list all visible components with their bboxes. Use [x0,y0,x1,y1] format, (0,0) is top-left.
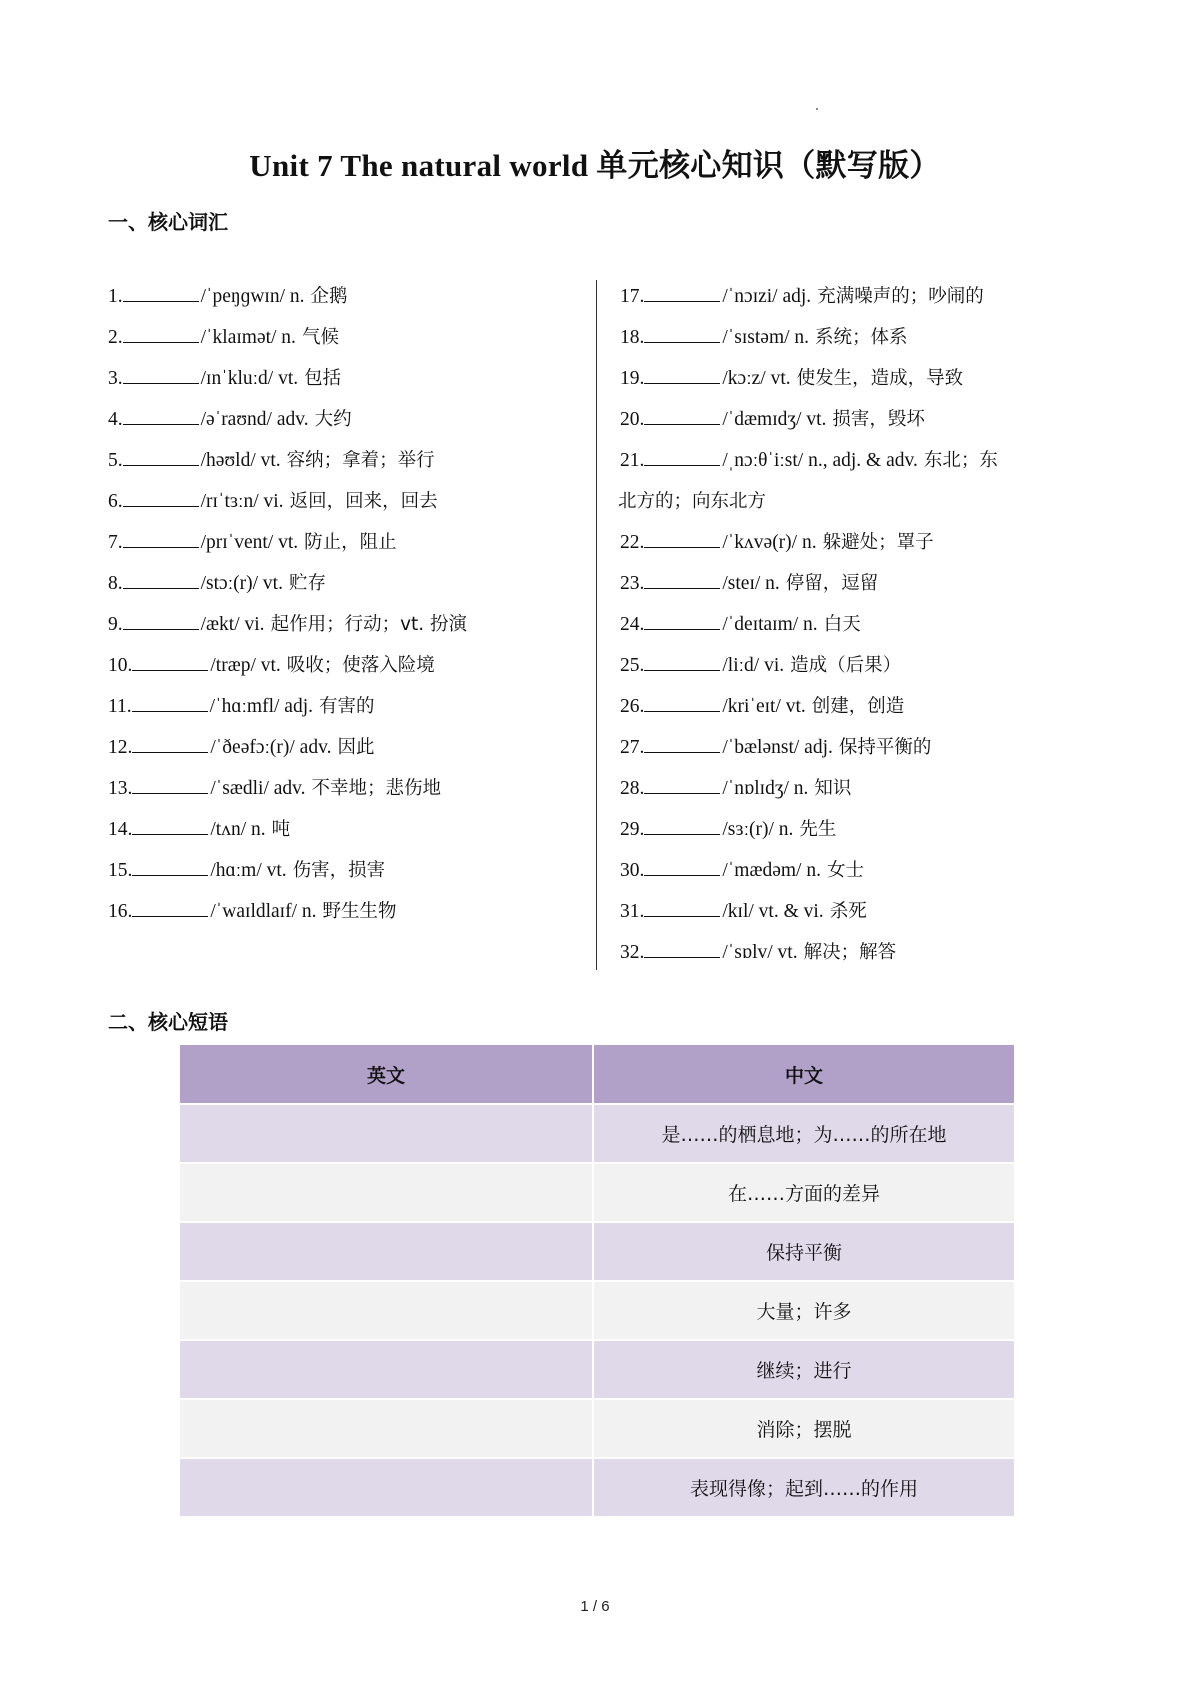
vocab-item [620,358,1090,399]
vocab-meaning: 有害的 [319,696,375,717]
vocab-item [620,768,1090,809]
vocab-meaning: 停留，逗留 [785,573,879,594]
vocab-number: 32. [620,942,645,963]
vocab-item [108,809,588,850]
vocab-phonetic: /ˈsɪstəm/ n. [722,327,810,348]
answer-blank [644,406,720,425]
vocab-item [620,809,1090,850]
table-row [180,1340,1015,1399]
vocab-item [108,850,588,891]
answer-blank [132,693,208,712]
vocab-meaning: 创建，创造 [811,696,905,717]
table-row [180,1458,1015,1517]
vocab-meaning: 气候 [301,327,339,348]
vocab-meaning: 保持平衡的 [838,737,932,758]
vocab-item [108,481,588,522]
header-english: 英文 [180,1045,593,1104]
answer-blank [644,693,720,712]
vocab-meaning: 包括 [304,368,342,389]
answer-blank [644,857,720,876]
phrases-header-row [180,1045,1015,1104]
vocab-item [620,522,1090,563]
vocab-phonetic: /ˈdæmɪdʒ/ vt. [722,409,827,430]
vocab-phonetic: /ˈbælənst/ adj. [722,737,833,758]
page-number: 1 / 6 [580,1598,610,1615]
vocab-column-left [108,276,588,932]
answer-blank [132,734,208,753]
phrase-chinese-cell: 表现得像；起到……的作用 [593,1458,1015,1517]
vocab-item [108,522,588,563]
vocab-item [620,563,1090,604]
answer-blank [123,447,199,466]
vocab-meaning: 不幸地；悲伤地 [311,778,442,799]
answer-blank [132,775,208,794]
vocab-meaning: 大约 [314,409,352,430]
vocab-number: 22. [620,532,645,553]
vocab-meaning: 使发生，造成，导致 [796,368,964,389]
answer-blank [132,857,208,876]
vocab-phonetic: /ˈdeɪtaɪm/ n. [722,614,818,635]
vocab-phonetic: /ɪnˈkluːd/ vt. [200,368,299,389]
vocab-number: 16. [108,901,133,922]
vocab-phonetic: /ˈklaɪmət/ n. [200,327,296,348]
table-row [180,1222,1015,1281]
vocab-item [108,440,588,481]
vocab-item [108,276,588,317]
table-row [180,1163,1015,1222]
phrase-english-cell [180,1104,593,1163]
vocab-meaning: 充满噪声的；吵闹的 [817,286,984,307]
vocab-phonetic: /steɪ/ n. [722,573,780,594]
vocab-number: 19. [620,368,645,389]
vocab-number: 4. [108,409,123,430]
vocab-number: 13. [108,778,133,799]
vocab-phonetic: /ˈpeŋɡwɪn/ n. [200,286,305,307]
vocab-item [620,440,1090,481]
vocab-number: 31. [620,901,645,922]
table-row [180,1399,1015,1458]
vocab-phonetic: /kriˈeɪt/ vt. [722,696,806,717]
phrase-chinese-cell: 保持平衡 [593,1222,1015,1281]
vocab-meaning: 返回，回来，回去 [289,491,438,512]
answer-blank [132,652,208,671]
table-row [180,1104,1015,1163]
answer-blank [644,898,720,917]
vocab-meaning: 女士 [826,860,864,881]
vocab-item [108,399,588,440]
vocab-number: 30. [620,860,645,881]
vocab-column-right [620,276,1090,973]
vocab-number: 21. [620,450,645,471]
vocab-phonetic: /ˈwaɪldlaɪf/ n. [210,901,317,922]
vocab-number: 3. [108,368,123,389]
phrase-chinese-cell: 大量；许多 [593,1281,1015,1340]
vocab-meaning: 容纳；拿着；举行 [286,450,435,471]
answer-blank [132,898,208,917]
vocab-item [108,358,588,399]
answer-blank [644,611,720,630]
phrase-english-cell [180,1163,593,1222]
vocab-phonetic: /tʌn/ n. [210,819,266,840]
vocab-item [108,768,588,809]
vocab-number: 5. [108,450,123,471]
section-vocab-heading: 一、核心词汇 [108,210,228,234]
phrase-english-cell [180,1340,593,1399]
vocab-phonetic: /ækt/ vi. [200,614,265,635]
vocab-number: 8. [108,573,123,594]
vocab-item [108,645,588,686]
vocab-item [620,686,1090,727]
vocab-meaning: 吸收；使落入险境 [286,655,435,676]
answer-blank [123,570,199,589]
vocab-meaning: 躲避处；罩子 [822,532,934,553]
vocab-item [620,645,1090,686]
vocab-number: 15. [108,860,133,881]
answer-blank [644,816,720,835]
vocab-item [620,399,1090,440]
phrase-english-cell [180,1281,593,1340]
vocab-phonetic: /ˈðeəfɔː(r)/ adv. [210,737,332,758]
vocab-meaning: 知识 [814,778,852,799]
phrase-chinese-cell: 在……方面的差异 [593,1163,1015,1222]
vocab-number: 24. [620,614,645,635]
vocab-phonetic: /kɪl/ vt. & vi. [722,901,824,922]
vocab-meaning: 野生生物 [322,901,397,922]
vocab-number: 29. [620,819,645,840]
vocab-phonetic: /prɪˈvent/ vt. [200,532,299,553]
answer-blank [644,447,720,466]
vocab-phonetic: /rɪˈtɜːn/ vi. [200,491,284,512]
phrase-english-cell [180,1222,593,1281]
vocab-item [108,686,588,727]
vocab-item [620,850,1090,891]
table-row [180,1281,1015,1340]
answer-blank [644,570,720,589]
vocab-item [108,563,588,604]
vocab-item [620,727,1090,768]
phrase-english-cell [180,1458,593,1517]
vocab-item [108,317,588,358]
vocab-meaning: 伤害，损害 [292,860,386,881]
vocab-number: 28. [620,778,645,799]
vocab-meaning: 杀死 [829,901,867,922]
vocab-phonetic: /sɜː(r)/ n. [722,819,794,840]
answer-blank [123,611,199,630]
answer-blank [123,365,199,384]
vocab-number: 12. [108,737,133,758]
answer-blank [644,283,720,302]
vocab-phonetic: /ˈmædəm/ n. [722,860,821,881]
phrases-table [180,1045,1016,1518]
vocab-number: 6. [108,491,123,512]
vocab-meaning: 东北；东 [923,450,998,471]
vocab-phonetic: /liːd/ vi. [722,655,785,676]
vocab-number: 14. [108,819,133,840]
answer-blank [123,488,199,507]
answer-blank [644,939,720,958]
vocab-item [620,604,1090,645]
vocab-phonetic: /ˈnɔɪzi/ adj. [722,286,812,307]
vocab-phonetic: /kɔːz/ vt. [722,368,791,389]
vocab-item [620,276,1090,317]
vocab-number: 11. [108,696,132,717]
vocab-number: 9. [108,614,123,635]
vocab-meaning: 起作用；行动；vt. 扮演 [270,614,468,635]
column-divider [596,280,597,970]
vocab-phonetic: /əˈraʊnd/ adv. [200,409,309,430]
phrase-chinese-cell: 消除；摆脱 [593,1399,1015,1458]
vocab-meaning: 解决；解答 [803,942,897,963]
vocab-phonetic: /ˈkʌvə(r)/ n. [722,532,817,553]
answer-blank [644,324,720,343]
vocab-phonetic: /ˌnɔːθˈiːst/ n., adj. & adv. [722,450,918,471]
vocab-number: 10. [108,655,133,676]
section-phrases-heading: 二、核心短语 [108,1010,228,1034]
vocab-meaning: 系统；体系 [815,327,908,348]
vocab-number: 2. [108,327,123,348]
vocab-meaning: 吨 [271,819,291,840]
vocab-item [620,481,1090,522]
vocab-meaning: 因此 [337,737,375,758]
vocab-item [620,932,1090,973]
stray-dot [816,108,818,110]
vocab-phonetic: /træp/ vt. [210,655,281,676]
vocab-meaning: 贮存 [288,573,326,594]
answer-blank [644,734,720,753]
vocab-meaning: 先生 [799,819,837,840]
answer-blank [123,406,199,425]
vocab-number: 27. [620,737,645,758]
vocab-item [108,604,588,645]
vocab-number: 23. [620,573,645,594]
vocab-phonetic: /ˈsɒlv/ vt. [722,942,798,963]
vocab-phonetic: /həʊld/ vt. [200,450,281,471]
vocab-phonetic: /ˈhɑːmfl/ adj. [209,696,314,717]
vocab-meaning: 防止，阻止 [304,532,397,553]
vocab-number: 25. [620,655,645,676]
vocab-meaning: 损害，毁坏 [832,409,925,430]
vocab-item [620,891,1090,932]
vocab-phonetic: /ˈsædli/ adv. [210,778,306,799]
vocab-meaning: 白天 [823,614,861,635]
phrase-chinese-cell: 是……的栖息地；为……的所在地 [593,1104,1015,1163]
answer-blank [644,775,720,794]
vocab-number: 1. [108,286,123,307]
answer-blank [644,529,720,548]
page-title: Unit 7 The natural world 单元核心知识（默写版） [249,148,941,183]
vocab-meaning: 企鹅 [310,286,348,307]
vocab-item [108,891,588,932]
answer-blank [644,365,720,384]
vocab-number: 7. [108,532,123,553]
vocab-item [108,727,588,768]
answer-blank [644,652,720,671]
header-chinese: 中文 [593,1045,1015,1104]
vocab-phonetic: /stɔː(r)/ vt. [200,573,283,594]
vocab-phonetic: /hɑːm/ vt. [210,860,287,881]
answer-blank [123,283,199,302]
phrase-chinese-cell: 继续；进行 [593,1340,1015,1399]
answer-blank [123,529,199,548]
vocab-meaning: 造成（后果） [790,655,902,676]
vocab-meaning: 北方的；向东北方 [618,491,767,512]
phrase-english-cell [180,1399,593,1458]
answer-blank [123,324,199,343]
vocab-phonetic: /ˈnɒlɪdʒ/ n. [722,778,809,799]
vocab-number: 20. [620,409,645,430]
vocab-item [620,317,1090,358]
answer-blank [132,816,208,835]
vocab-number: 17. [620,286,645,307]
vocab-number: 18. [620,327,645,348]
vocab-number: 26. [620,696,645,717]
